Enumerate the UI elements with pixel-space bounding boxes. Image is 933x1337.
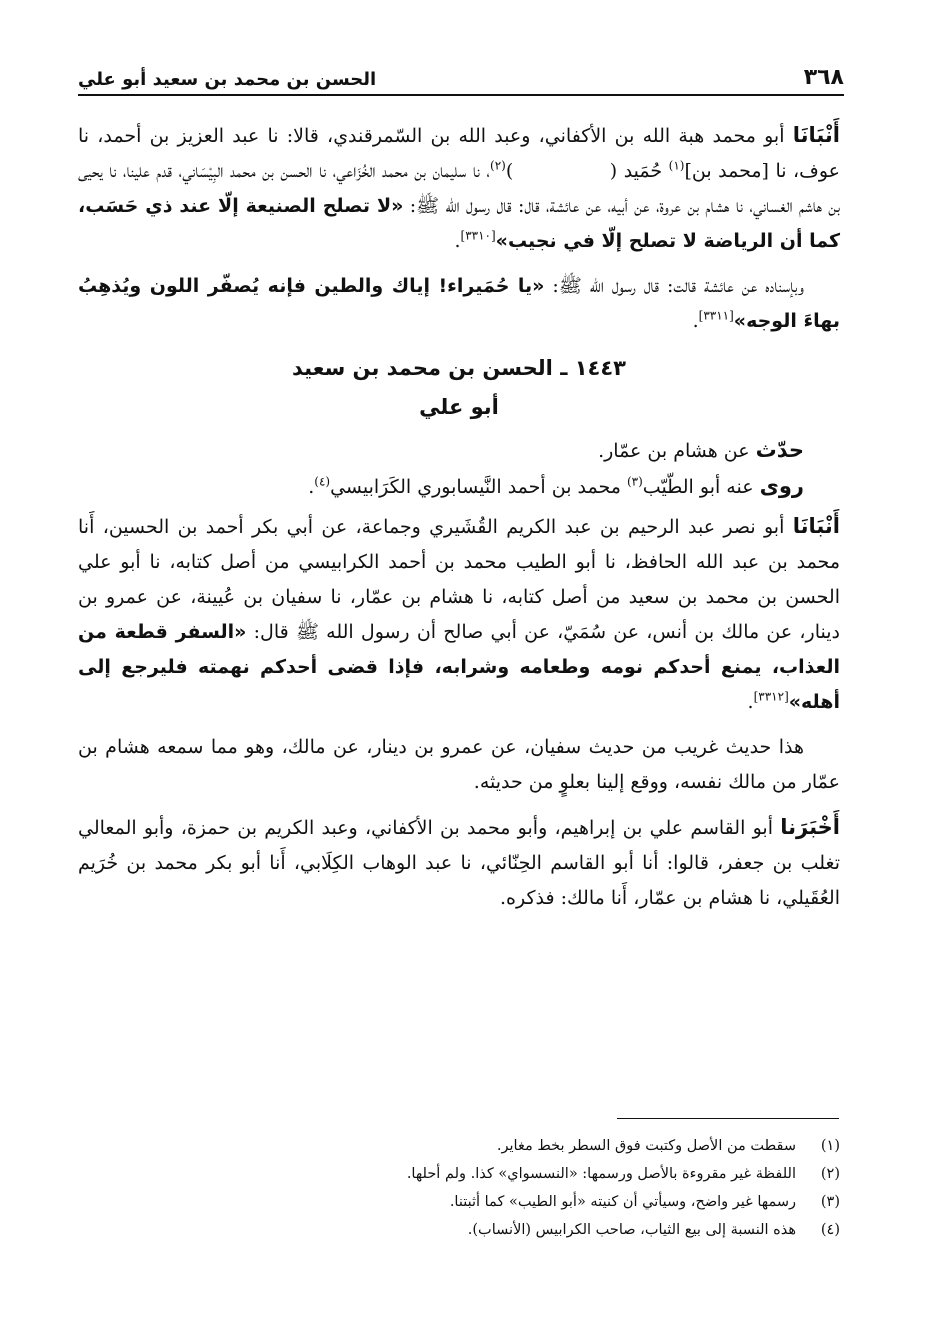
- footnote-ref: (٣): [626, 474, 643, 489]
- text-run: وبإسناده عن عائشة قالت: قال رسول الله ﷺ:: [544, 275, 804, 297]
- text-run: حُمَيد (: [609, 160, 669, 182]
- paragraph-4: [78, 730, 840, 800]
- header-rule: [78, 94, 844, 96]
- footnotes: [78, 1132, 840, 1244]
- footnote-text: رسمها غير واضح، وسيأتي أن كنيته «أبو الطيب» كما أثبتنا.: [449, 1194, 796, 1210]
- page-header: [78, 58, 844, 90]
- hadith-number: [٣٣١١]: [698, 308, 734, 323]
- paragraph-lead-word: أَخْبَرَنا: [780, 815, 840, 839]
- hadith-number: [٣٣١٢]: [753, 689, 789, 704]
- paragraph-1: [78, 118, 840, 259]
- hadith-text: «السفر قطعة من العذاب، يمنع أحدكم نومه وطعامه وشرابه، فإذا قضى أحدكم نهمته فليرجع إلى أهله»: [78, 621, 840, 713]
- entry-line-1: [78, 433, 840, 469]
- text-run: ): [505, 160, 520, 182]
- footnote-text: اللفظة غير مقروءة بالأصل ورسمها: «النسسواي» كذا. ولم أحلها.: [406, 1166, 796, 1182]
- footnote-number: (٣): [820, 1194, 840, 1210]
- footnote: [78, 1216, 840, 1244]
- text-run: عن هشام بن عمّار.: [598, 440, 756, 462]
- text-run: ، نا سليمان بن محمد الخُزَاعي، نا الحسن بن محمد البِيْسَاني، قدم علينا، نا يحيى بن هاشم الغساني، نا هشام بن عروة، عن أبيه، عن عائشة، قال: قال رسول الله ﷺ:: [78, 160, 840, 217]
- paragraph-3: [78, 509, 840, 720]
- text-run: محمد بن أحمد النَّيسابوري الكَرَابيسي: [330, 476, 627, 498]
- footnote-ref: (٤): [314, 474, 331, 489]
- entry-line-2: [78, 469, 840, 505]
- footnote: [78, 1160, 840, 1188]
- footnote-ref: (٢): [490, 158, 506, 173]
- text-run: أبو القاسم علي بن إبراهيم، وأبو محمد بن الأكفاني، وعبد الكريم بن حمزة، وأبو المعالي تغلب بن جعفر، قالوا: أنا أبو القاسم الحِنّائي، نا عبد الوهاب الكِلَابي، أَنا أبو بكر محمد بن خُرَيم العُقَيلي، نا هشام بن عمّار، أَنا مالك: فذكره.: [78, 817, 840, 909]
- page-number: ٣٦٨: [803, 65, 844, 90]
- footnote-number: (١): [820, 1138, 840, 1154]
- paragraph-lead-word: حدّث: [755, 438, 804, 462]
- running-title: الحسن بن محمد بن سعيد أبو علي: [78, 69, 377, 90]
- footnote-number: (٤): [820, 1222, 840, 1238]
- paragraph-lead-word: أَنْبَانَا: [792, 514, 840, 538]
- text-run: هذا حديث غريب من حديث سفيان، عن عمرو بن دينار، عن مالك، وهو مما سمعه هشام بن عمّار من مالك نفسه، ووقع إلينا بعلوٍ من حديثه.: [78, 736, 840, 793]
- footnote: [78, 1188, 840, 1216]
- paragraph-lead-word: أَنْبَانَا: [792, 123, 840, 147]
- main-text: [78, 118, 840, 926]
- text-run: .: [692, 310, 699, 332]
- text-run: .: [308, 476, 315, 498]
- hadith-text: «يا حُمَيراء! إياك والطين فإنه يُصفّر اللون ويُذهِبُ بهاءَ الوجه»: [78, 275, 840, 332]
- footnote-ref: (١): [668, 158, 685, 173]
- hadith-text: «لا تصلح الصنيعة إلّا عند ذي حَسَب، كما أن الرياضة لا تصلح إلّا في نجيب»: [78, 195, 840, 252]
- text-run: .: [747, 691, 754, 713]
- paragraph-2: [78, 269, 840, 339]
- footnote-number: (٢): [820, 1166, 840, 1182]
- paragraph-5: [78, 810, 840, 916]
- text-run: أبو نصر عبد الرحيم بن عبد الكريم القُشَيري وجماعة، عن أبي بكر أحمد بن الحسين، أَنا محمد بن عبد الله الحافظ، نا أبو الطيب محمد بن أحمد الكرابيسي من أصل كتابه، نا أبو علي الحسن بن محمد بن سعيد من أصل كتابه، نا هشام بن عمّار، نا سفيان بن عُيينة، عن عمرو بن دينار، عن مالك بن أنس، عن سُمَيّ، عن أبي صالح أن رسول الله ﷺ قال:: [78, 516, 840, 643]
- hadith-number: [٣٣١٠]: [460, 228, 496, 243]
- footnote-text: سقطت من الأصل وكتبت فوق السطر بخط مغاير.: [496, 1138, 796, 1154]
- text-run: عنه أبو الطّيّب: [642, 476, 760, 498]
- entry-title: ١٤٤٣ ـ الحسن بن محمد بن سعيد: [292, 356, 626, 380]
- entry-subtitle: أبو علي: [419, 395, 499, 419]
- footnote-text: هذه النسبة إلى بيع الثياب، صاحب الكرابيس (الأنساب).: [467, 1222, 796, 1238]
- paragraph-lead-word: روى: [759, 474, 804, 498]
- footnote-rule: [617, 1118, 839, 1119]
- text-run: أبو محمد هبة الله بن الأكفاني، وعبد الله بن السّمرقندي، قالا: نا عبد العزيز بن أحمد، نا عوف، نا [محمد بن]: [78, 125, 840, 182]
- footnote: [78, 1132, 840, 1160]
- text-run: .: [454, 230, 461, 252]
